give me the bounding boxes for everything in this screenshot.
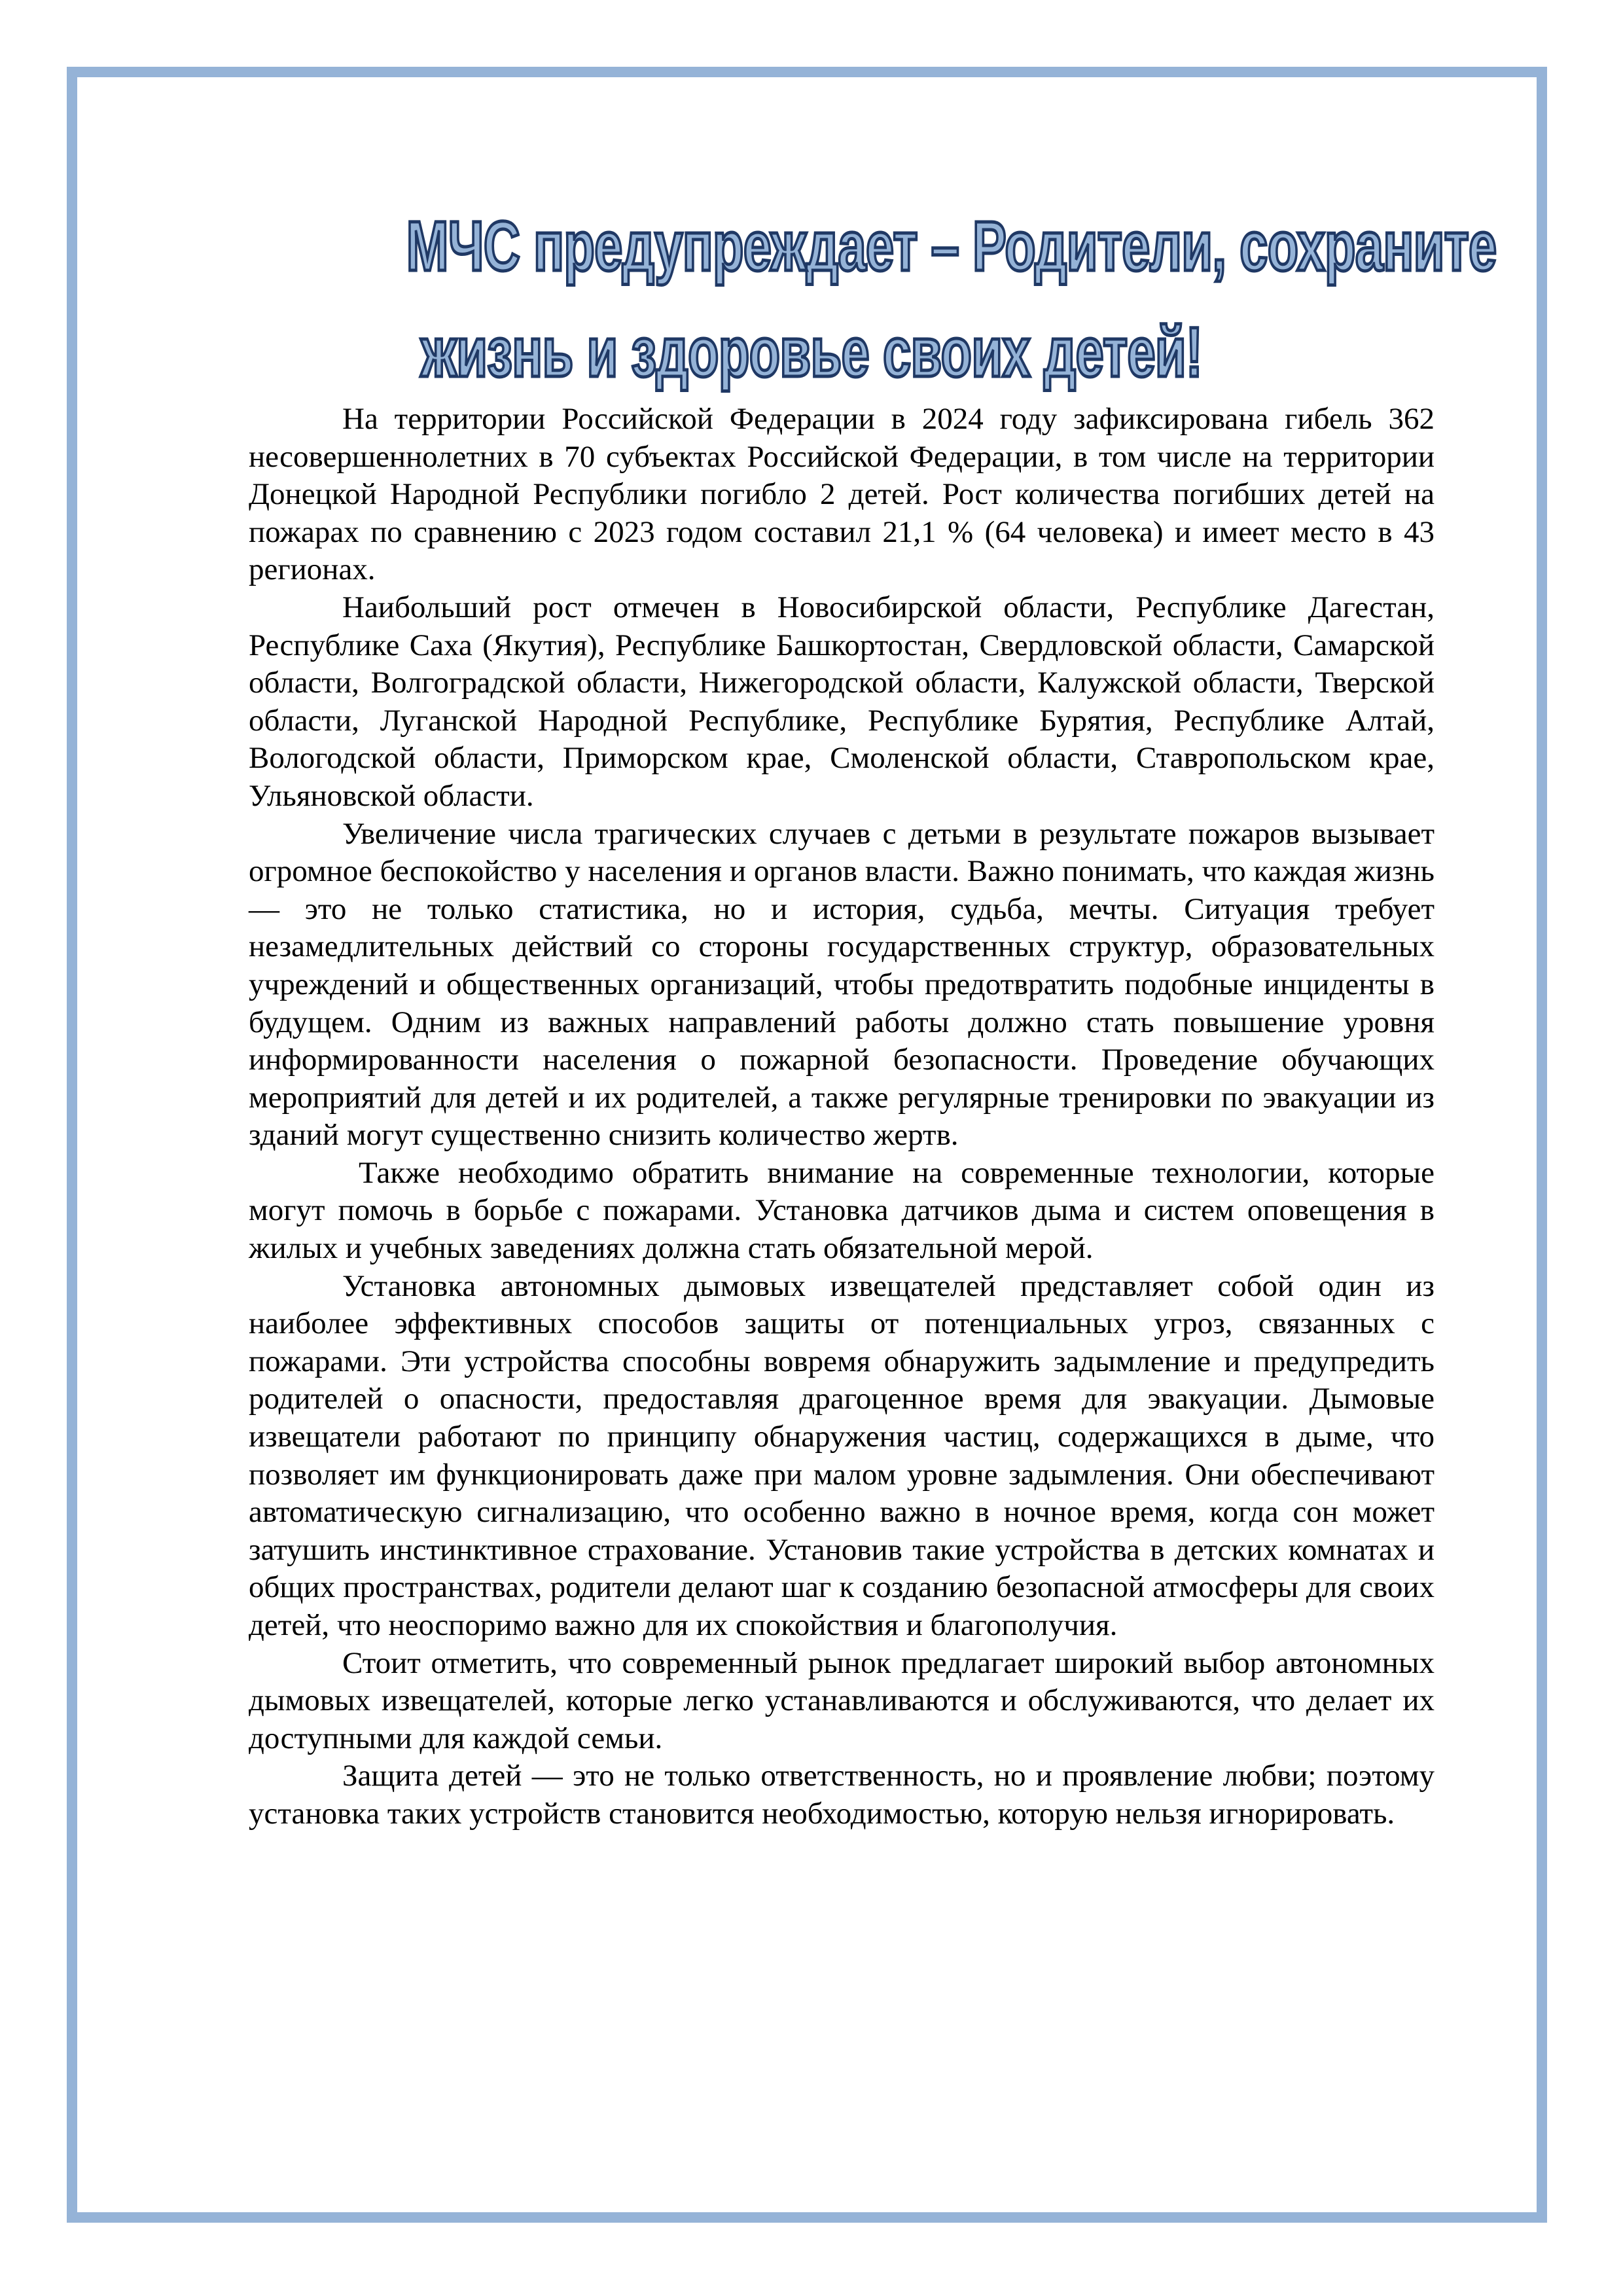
paragraph-smoke-detectors: Установка автономных дымовых извещателей представляет собой один из наиболее эффективных способов защиты от потенциальных угроз, связанных с пожарами. Эти устройства способны вовремя обнаружить задымление и предупредить родителей о опасности, предоставляя драгоценное время для эвакуации. Дымовые извещатели работают по принципу обнаружения частиц, содержащихся в дыме, что позволяет им функционировать даже при малом уровне задымления. Они обеспечивают автоматическую сигнализацию, что особенно важно в ночное время, когда сон может затушить инстинктивное страхование. Установив такие устройства в детских комнатах и общих пространствах, родители делают шаг к созданию безопасной атмосферы для своих детей, что неоспоримо важно для их спокойствия и благополучия. (249, 1268, 1435, 1642)
paragraph-technologies: Также необходимо обратить внимание на современные технологии, которые могут помочь в борьбе с пожарами. Установка датчиков дыма и систем оповещения в жилых и учебных заведениях должна стать обязательной мерой. (249, 1155, 1435, 1266)
paragraph-concern: Увеличение числа трагических случаев с детьми в результате пожаров вызывает огромное беспокойство у населения и органов власти. Важно понимать, что каждая жизнь — это не только статистика, но и история, судьба, мечты. Ситуация требует незамедлительных действий со стороны государственных структур, образовательных учреждений и общественных организаций, чтобы предотвратить подобные инциденты в будущем. Одним из важных направлений работы должно стать повышение уровня информированности населения о пожарной безопасности. Проведение обучающих мероприятий для детей и их родителей, а также регулярные тренировки по эвакуации из зданий могут существенно снизить количество жертв. (249, 816, 1435, 1153)
title-line-2: жизнь и здоровье своих детей! (420, 312, 1203, 391)
paragraph-market: Стоит отметить, что современный рынок предлагает широкий выбор автономных дымовых извещателей, которые легко устанавливаются и обслуживаются, что делает их доступными для каждой семьи. (249, 1645, 1435, 1755)
paragraph-statistics: На территории Российской Федерации в 2024 году зафиксирована гибель 362 несовершеннолетних в 70 субъектах Российской Федерации, в том числе на территории Донецкой Народной Республики погибло 2 детей. Рост количества погибших детей на пожарах по сравнению с 2023 годом составил 21,1 % (64 человека) и имеет место в 43 регионах. (249, 402, 1435, 587)
paragraph-conclusion: Защита детей — это не только ответственность, но и проявление любви; поэтому установка таких устройств становится необходимостью, которую нельзя игнорировать. (249, 1759, 1435, 1831)
article-body (249, 401, 1435, 1833)
title-line-1: МЧС предупреждает – Родители, сохраните (406, 206, 1497, 285)
page-title (406, 193, 1497, 405)
paragraph-regions: Наибольший рост отмечен в Новосибирской области, Республике Дагестан, Республике Саха (Якутия), Республике Башкортостан, Свердловской области, Самарской области, Волгоградской области, Нижегородской области, Калужской области, Тверской области, Луганской Народной Республике, Республике Бурятия, Республике Алтай, Вологодской области, Приморском крае, Смоленской области, Ставропольском крае, Ульяновской области. (249, 590, 1435, 813)
